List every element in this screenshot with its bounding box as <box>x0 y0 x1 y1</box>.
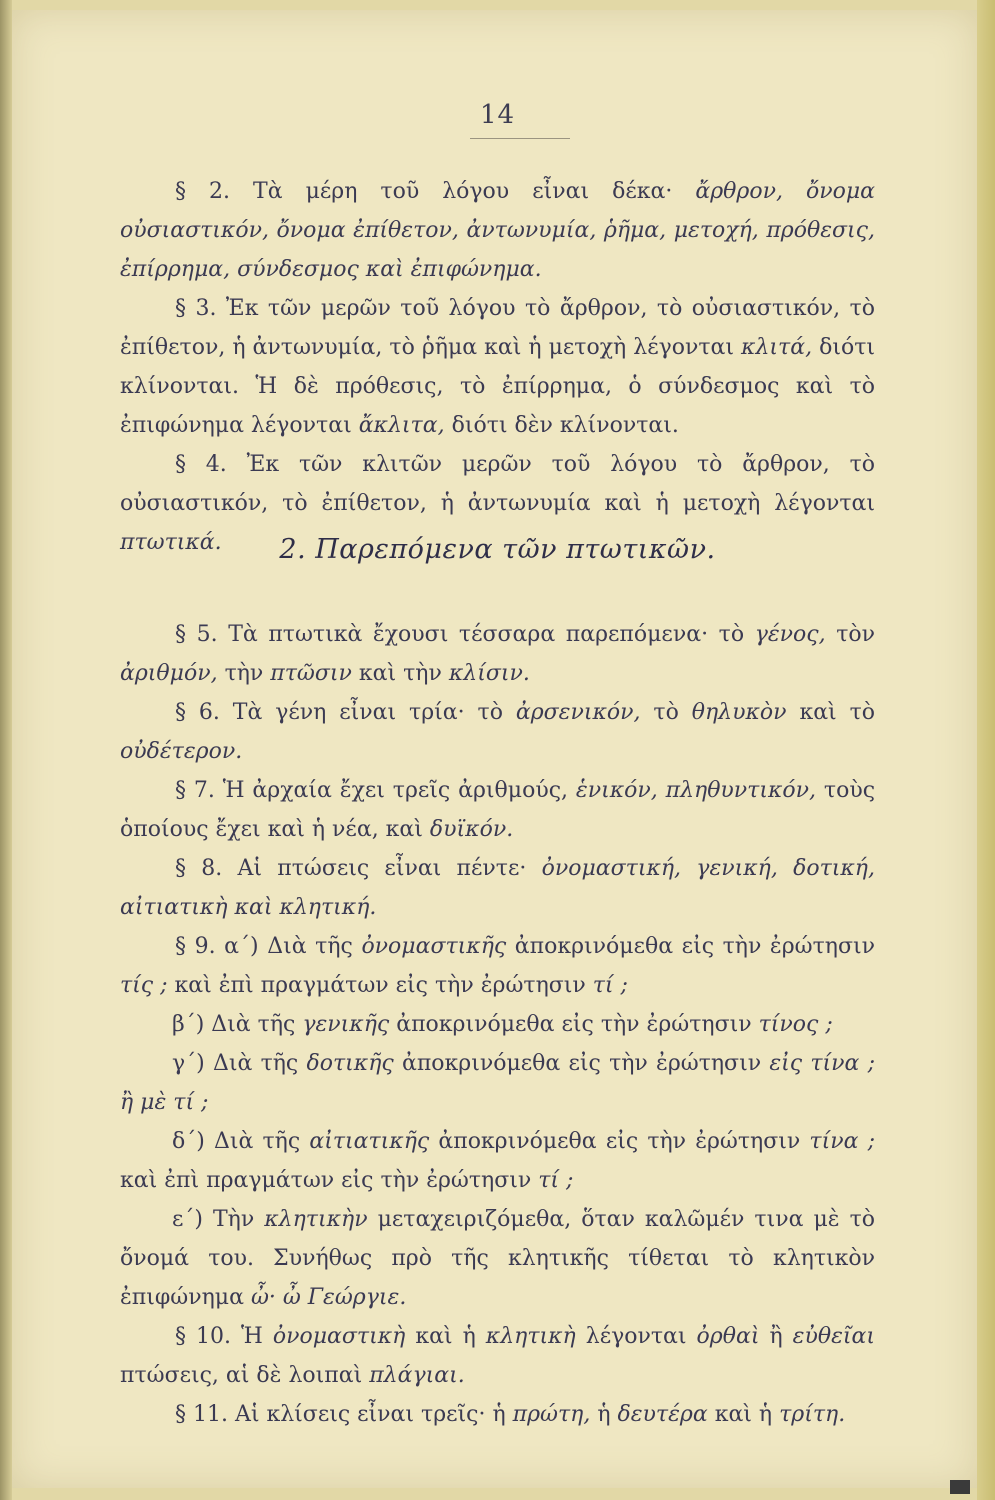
paragraph-7 <box>120 771 875 849</box>
paragraph-9e <box>120 1200 875 1317</box>
p7-text-2: τοὺς ὁποίους ἔχει καὶ ἡ νέα, καὶ <box>120 778 876 842</box>
paragraph-3 <box>120 289 875 445</box>
p4-text: § 4. Ἐκ τῶν κλιτῶν μερῶν τοῦ λόγου τὸ ἄρθρον, τὸ οὐσιαστικόν, τὸ ἐπίθετον, ἡ ἀντωνυμία καὶ ἡ μετοχὴ λέγονται <box>120 452 875 516</box>
p3-text-3: διότι δὲν κλίνονται. <box>444 413 679 438</box>
p9a-italic-2: τίς ; <box>120 973 168 998</box>
p6-text-3: καὶ τὸ <box>786 700 875 725</box>
p4-italic: πτωτικά. <box>120 530 222 555</box>
p8-text: § 8. Αἱ πτώσεις εἶναι πέντε· <box>175 856 542 881</box>
p9a-italic-1: ὀνομαστικῆς <box>361 934 507 959</box>
p9a-text-2: ἀποκρινόμεθα εἰς τὴν ἐρώτησιν <box>506 934 875 959</box>
p7-text: § 7. Ἡ ἀρχαία ἔχει τρεῖς ἀριθμούς, <box>175 778 576 803</box>
paragraph-9b <box>120 1005 875 1044</box>
p5-text: § 5. Τὰ πτωτικὰ ἔχουσι τέσσαρα παρεπόμενα· τὸ <box>175 622 755 647</box>
p3-italic-2: ἄκλιτα, <box>358 413 445 438</box>
p5-italic-1: γένος, <box>754 622 826 647</box>
p9b-italic-2: τίνος ; <box>758 1012 833 1037</box>
p2-italic: ἄρθρον, ὄνομα οὐσιαστικόν, ὄνομα ἐπίθετον, ἀντωνυμία, ῥῆμα, μετοχή, πρόθεσις, ἐπίρρημα, σύνδεσμος καὶ ἐπιφώνημα. <box>120 179 875 282</box>
p5-text-4: καὶ τὴν <box>351 661 449 686</box>
page-edge <box>977 0 995 1500</box>
header-rule <box>470 138 570 139</box>
section-heading: 2. Παρεπόμενα τῶν πτωτικῶν. <box>279 534 716 565</box>
p11-text: § 11. Αἱ κλίσεις εἶναι τρεῖς· ἡ <box>175 1402 513 1427</box>
p5-italic-3: πτῶσιν <box>270 661 352 686</box>
p10-italic-3: ὀρθαὶ <box>696 1324 760 1349</box>
p9c-italic-2: εἰς τίνα ; ἢ μὲ τί ; <box>120 1051 875 1115</box>
p9d-text: δ΄) Διὰ τῆς <box>172 1129 310 1154</box>
p3-text: § 3. Ἐκ τῶν μερῶν τοῦ λόγου τὸ ἄρθρον, τὸ οὐσιαστικόν, τὸ ἐπίθετον, ἡ ἀντωνυμία, τὸ ῥῆμα καὶ ἡ μετοχὴ λέγονται <box>120 296 875 360</box>
binding-edge <box>0 0 12 1500</box>
p11-italic-1: πρώτη, <box>512 1402 591 1427</box>
p11-text-2: ἡ <box>590 1402 618 1427</box>
p2-text: § 2. Τὰ μέρη τοῦ λόγου εἶναι δέκα· <box>175 179 696 204</box>
paragraph-9a <box>120 927 875 1005</box>
p9a-text-3: καὶ ἐπὶ πραγμάτων εἰς τὴν ἐρώτησιν <box>167 973 593 998</box>
p9a-text: § 9. α΄) Διὰ τῆς <box>175 934 362 959</box>
paragraph-11 <box>120 1395 875 1434</box>
p9e-text: ε΄) Τὴν <box>172 1207 265 1232</box>
paragraph-10 <box>120 1317 875 1395</box>
p6-italic-3: οὐδέτερον. <box>120 739 243 764</box>
p9c-text-2: ἀποκρινόμεθα εἰς τὴν ἐρώτησιν <box>393 1051 770 1076</box>
paragraph-8 <box>120 849 875 927</box>
p10-italic-2: κλητικὴ <box>485 1324 576 1349</box>
corner-mark <box>950 1480 970 1494</box>
p9d-italic-3: τί ; <box>538 1168 574 1193</box>
p9b-text-2: ἀποκρινόμεθα εἰς τὴν ἐρώτησιν <box>389 1012 759 1037</box>
p3-text-2: διότι κλίνονται. Ἡ δὲ πρόθεσις, τὸ ἐπίρρημα, ὁ σύνδεσμος καὶ τὸ ἐπιφώνημα λέγονται <box>120 335 876 438</box>
p10-text-3: λέγονται <box>575 1324 697 1349</box>
p9e-italic-2: ὦ· ὦ Γεώργιε. <box>250 1285 407 1310</box>
p9d-italic-1: αἰτιατικῆς <box>309 1129 430 1154</box>
p10-text: § 10. Ἡ <box>175 1324 273 1349</box>
paragraph-5 <box>120 615 875 693</box>
p5-italic-2: ἀριθμόν, <box>120 661 218 686</box>
p6-text-2: τὸ <box>640 700 692 725</box>
p11-italic-3: τρίτη. <box>779 1402 846 1427</box>
p10-italic-5: πλάγιαι. <box>369 1363 465 1388</box>
p7-italic-1: ἑνικόν, πληθυντικόν, <box>575 778 817 803</box>
p5-text-3: τὴν <box>217 661 271 686</box>
p10-text-5: πτώσεις, αἱ δὲ λοιπαὶ <box>120 1363 370 1388</box>
p9b-italic-1: γενικῆς <box>302 1012 390 1037</box>
p10-text-2: καὶ ἡ <box>405 1324 486 1349</box>
p9d-text-2: ἀποκρινόμεθα εἰς τὴν ἐρώτησιν <box>429 1129 810 1154</box>
p7-italic-2: δυϊκόν. <box>429 817 514 842</box>
paragraph-9d <box>120 1122 875 1200</box>
p9e-text-2: μεταχειριζόμεθα, ὅταν καλῶμέν τινα μὲ τὸ ὄνομά του. Συνήθως πρὸ τῆς κλητικῆς τίθεται τὸ κλητικὸν ἐπιφώνημα <box>120 1207 875 1310</box>
p6-text: § 6. Τὰ γένη εἶναι τρία· τὸ <box>175 700 516 725</box>
paragraph-9c <box>120 1044 875 1122</box>
text-block-2 <box>120 615 875 1434</box>
p10-text-4: ἢ <box>759 1324 793 1349</box>
page-number: 14 <box>479 100 516 130</box>
p3-italic-1: κλιτά, <box>741 335 813 360</box>
p9c-text: γ΄) Διὰ τῆς <box>172 1051 307 1076</box>
p6-italic-1: ἀρσενικόν, <box>515 700 641 725</box>
p9d-text-3: καὶ ἐπὶ πραγμάτων εἰς τὴν ἐρώτησιν <box>120 1168 539 1193</box>
p9b-text: β΄) Διὰ τῆς <box>172 1012 303 1037</box>
p11-italic-2: δευτέρα <box>617 1402 708 1427</box>
text-block-1 <box>120 172 875 562</box>
p8-italic: ὀνομαστική, γενική, δοτική, αἰτιατικὴ καὶ κλητική. <box>120 856 875 920</box>
p9d-italic-2: τίνα ; <box>809 1129 876 1154</box>
paragraph-2 <box>120 172 875 289</box>
p9a-italic-3: τί ; <box>592 973 628 998</box>
p6-italic-2: θηλυκὸν <box>691 700 787 725</box>
p10-italic-1: ὀνομαστικὴ <box>272 1324 406 1349</box>
p9c-italic-1: δοτικῆς <box>306 1051 394 1076</box>
p5-italic-4: κλίσιν. <box>448 661 530 686</box>
p9e-italic-1: κλητικὴν <box>264 1207 368 1232</box>
p11-text-3: καὶ ἡ <box>707 1402 780 1427</box>
p10-italic-4: εὐθεῖαι <box>792 1324 876 1349</box>
p5-text-2: τὸν <box>825 622 875 647</box>
paragraph-6 <box>120 693 875 771</box>
